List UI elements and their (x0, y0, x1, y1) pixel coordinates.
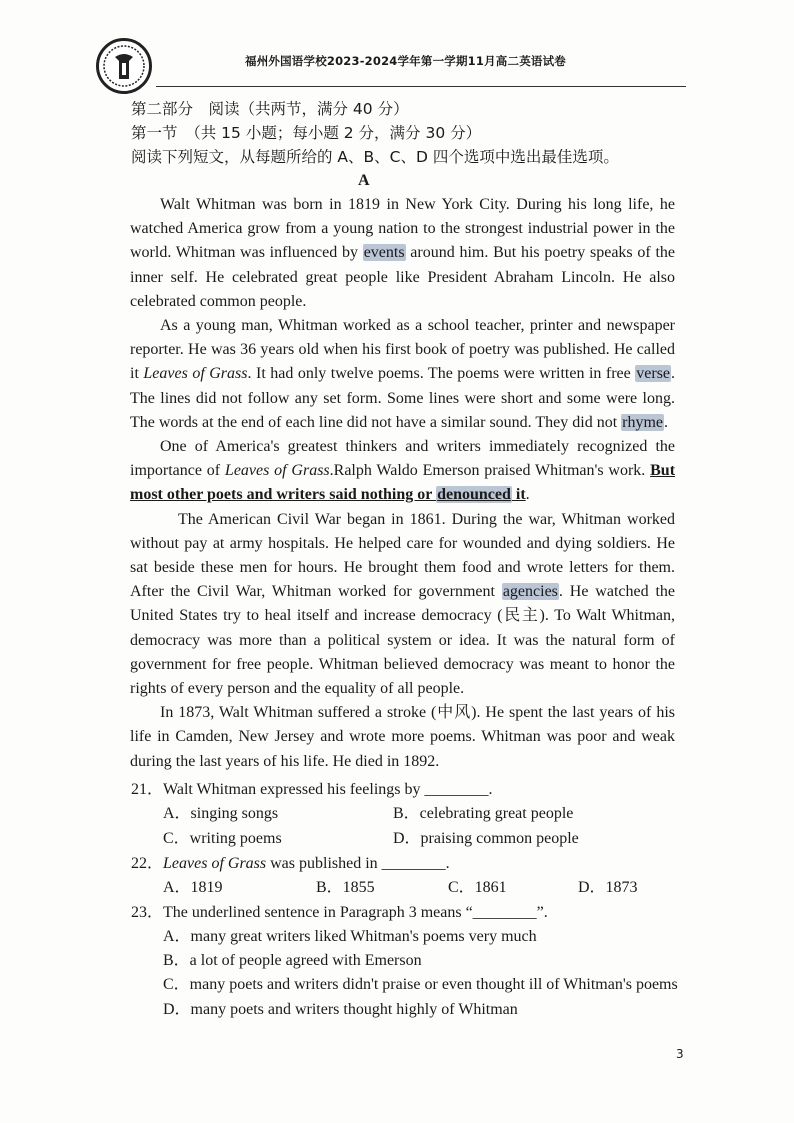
option-22-d[interactable]: D．1873 (578, 879, 638, 896)
highlighted-word: denounced (437, 486, 511, 504)
option-21-d[interactable]: D．praising common people (393, 830, 579, 847)
option-22-c[interactable]: C．1861 (448, 879, 507, 896)
passage-body (130, 193, 675, 774)
option-22-b[interactable]: B．1855 (316, 879, 375, 896)
passage-letter: A (358, 172, 370, 189)
paragraph-4: The American Civil War began in 1861. During the war, Whitman worked without pay at army hospitals. He helped care for wounded and dying soldiers. He sat beside these men for hours. He brought them food and wrote letters for them. After the Civil War, Whitman worked for government agencies. He watched the United States try to heal itself and increase democracy (民主). To Walt Whitman, democracy was more than a political system or idea. It was the natural form of government for free people. Whitman believed democracy was meant to honor the rights of every person and the equality of all people. (130, 510, 675, 698)
paragraph-5: In 1873, Walt Whitman suffered a stroke (中风). He spent the last years of his life in Camden, New Jersey and wrote more poems. Whitman was poor and weak during the last years of his life. He died in 1892. (130, 704, 675, 770)
highlighted-word: verse (636, 365, 671, 383)
option-21-a[interactable]: A．singing songs (163, 805, 279, 822)
option-23-d[interactable]: D．many poets and writers thought highly of Whitman (163, 1001, 518, 1018)
paragraph-3: One of America's greatest thinkers and writers immediately recognized the importance of Leaves of Grass.Ralph Waldo Emerson praised Whitman's work. But most other poets and writers said nothing or denounced it. (130, 438, 676, 504)
highlighted-word: events (363, 244, 405, 262)
option-21-b[interactable]: B．celebrating great people (393, 805, 574, 822)
school-logo (96, 38, 152, 94)
section-part-heading: 第二部分 阅读（共两节，满分 40 分） (131, 100, 409, 118)
section-instruction: 阅读下列短文，从每题所给的 A、B、C、D 四个选项中选出最佳选项。 (131, 148, 619, 166)
book-title: Leaves of Grass (143, 365, 248, 383)
option-21-c[interactable]: C．writing poems (163, 830, 282, 847)
question-23: 23．The underlined sentence in Paragraph 3 means “________”. (131, 904, 548, 921)
header-divider (156, 86, 686, 87)
paragraph-2: As a young man, Whitman worked as a school teacher, printer and newspaper reporter. He was 36 years old when his first book of poetry was published. He called it Leaves of Grass. It had only twelve poems. The poems were written in free verse. The lines did not follow any set form. Some lines were short and some were long. The words at the end of each line did not have a similar sound. They did not rhyme. (130, 317, 676, 431)
book-title: Leaves of Grass (224, 462, 330, 480)
highlighted-word: agencies (502, 583, 558, 601)
highlighted-word: rhyme (622, 413, 664, 431)
question-22: 22．Leaves of Grass was published in ________. (131, 855, 450, 872)
underlined-sentence: But most other poets and writers said nothing or denounced it (130, 462, 676, 504)
page-number: 3 (676, 1047, 684, 1061)
section-subheading: 第一节 （共 15 小题；每小题 2 分，满分 30 分） (131, 124, 482, 142)
exam-title: 福州外国语学校2023-2024学年第一学期11月高二英语试卷 (245, 54, 566, 68)
option-23-a[interactable]: A．many great writers liked Whitman's poems very much (163, 928, 537, 945)
paragraph-1: Walt Whitman was born in 1819 in New York City. During his long life, he watched America grow from a young nation to the strongest industrial power in the world. Whitman was influenced by events around him. But his poetry speaks of the inner self. He celebrated great people like President Abraham Lincoln. He also celebrated common people. (130, 196, 676, 310)
school-emblem-icon (99, 41, 149, 91)
option-23-c[interactable]: C．many poets and writers didn't praise or even thought ill of Whitman's poems (163, 976, 678, 993)
question-21: 21．Walt Whitman expressed his feelings by ________. (131, 781, 493, 798)
option-22-a[interactable]: A．1819 (163, 879, 223, 896)
option-23-b[interactable]: B．a lot of people agreed with Emerson (163, 952, 422, 969)
